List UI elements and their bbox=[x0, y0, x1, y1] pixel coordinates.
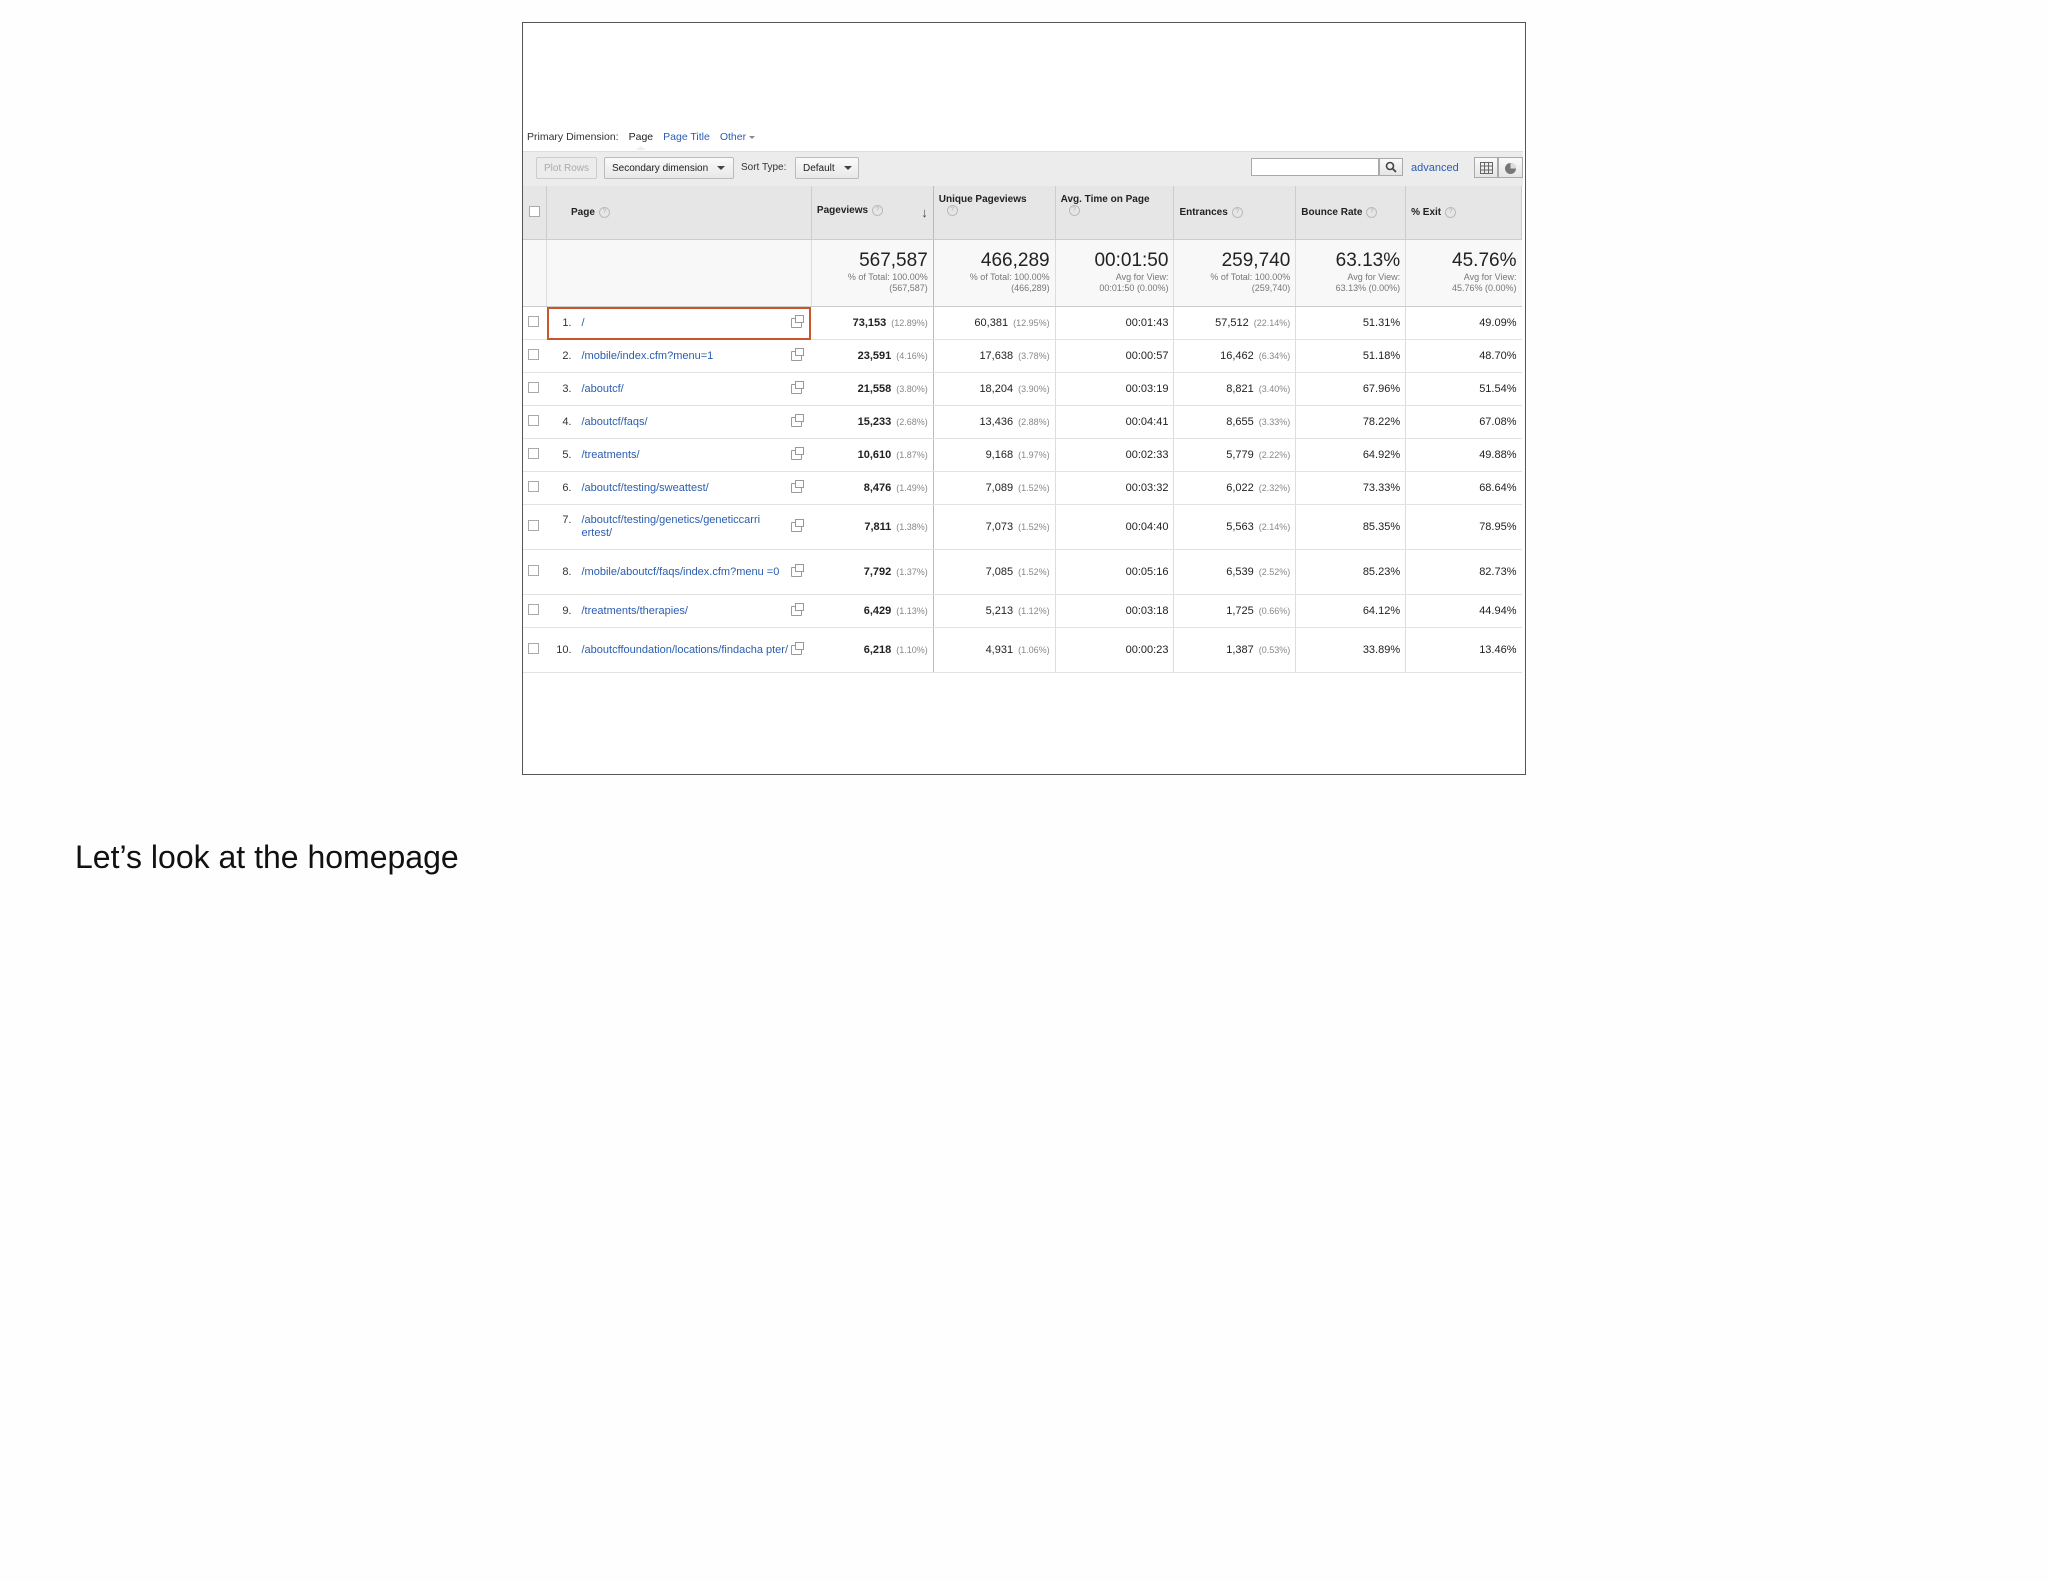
column-header-entrances[interactable] bbox=[1174, 186, 1296, 240]
exit-cell: 82.73% bbox=[1406, 550, 1522, 595]
row-checkbox-cell bbox=[523, 628, 547, 673]
pageviews-value: 6,429 bbox=[863, 605, 892, 617]
entrances-percent: (0.66%) bbox=[1258, 606, 1291, 616]
entrances-percent: (0.53%) bbox=[1258, 645, 1291, 655]
entrances-cell bbox=[1174, 406, 1296, 439]
table-toolbar bbox=[523, 151, 1523, 186]
pageviews-cell bbox=[811, 628, 933, 673]
external-link-icon[interactable] bbox=[791, 417, 802, 427]
unique-pageviews-value: 9,168 bbox=[985, 449, 1014, 461]
bounce-rate-cell: 78.22% bbox=[1296, 406, 1406, 439]
total-sub: 45.76% (0.00%) bbox=[1451, 283, 1517, 293]
total-value: 63.13% bbox=[1335, 250, 1401, 271]
entrances-cell bbox=[1174, 373, 1296, 406]
analytics-screenshot-frame bbox=[522, 22, 1526, 775]
advanced-filter-link[interactable]: advanced bbox=[1411, 162, 1459, 174]
total-sub: % of Total: 100.00% bbox=[969, 272, 1050, 282]
page-cell bbox=[547, 628, 812, 673]
row-checkbox[interactable] bbox=[528, 481, 539, 492]
total-sub: (466,289) bbox=[1011, 283, 1050, 293]
total-pageviews bbox=[811, 240, 933, 307]
row-checkbox[interactable] bbox=[528, 382, 539, 393]
total-value: 45.76% bbox=[1452, 250, 1517, 271]
page-cell bbox=[547, 595, 812, 628]
entrances-value: 8,655 bbox=[1226, 416, 1254, 428]
total-sub: % of Total: 100.00% bbox=[847, 272, 928, 282]
column-header-unique-pageviews[interactable] bbox=[933, 186, 1055, 240]
pie-chart-icon bbox=[1504, 162, 1517, 175]
table-row bbox=[523, 406, 1522, 439]
dimension-other-dropdown[interactable] bbox=[720, 131, 755, 143]
page-link[interactable]: /aboutcf/faqs/ bbox=[581, 415, 648, 428]
unique-pageviews-percent: (1.12%) bbox=[1018, 606, 1050, 616]
bounce-rate-cell: 85.35% bbox=[1296, 505, 1406, 550]
entrances-value: 1,725 bbox=[1226, 605, 1254, 617]
totals-spacer bbox=[523, 240, 547, 307]
entrances-percent: (6.34%) bbox=[1258, 351, 1291, 361]
sort-descending-icon: ↓ bbox=[921, 205, 928, 220]
unique-pageviews-value: 7,089 bbox=[985, 482, 1014, 494]
bounce-rate-cell: 51.18% bbox=[1296, 340, 1406, 373]
select-all-header bbox=[523, 186, 547, 240]
grid-icon bbox=[1480, 162, 1493, 174]
entrances-value: 5,563 bbox=[1226, 521, 1254, 533]
dimension-page-title-link[interactable]: Page Title bbox=[663, 131, 710, 143]
row-index: 1. bbox=[562, 316, 572, 329]
entrances-value: 6,539 bbox=[1226, 566, 1254, 578]
table-row bbox=[523, 439, 1522, 472]
unique-pageviews-cell bbox=[933, 595, 1055, 628]
column-label: Entrances bbox=[1179, 207, 1228, 219]
unique-pageviews-percent: (1.52%) bbox=[1018, 522, 1050, 532]
row-checkbox-cell bbox=[523, 595, 547, 628]
external-link-icon[interactable] bbox=[791, 567, 802, 577]
pageviews-cell bbox=[811, 505, 933, 550]
page-cell bbox=[547, 406, 812, 439]
entrances-value: 5,779 bbox=[1226, 449, 1254, 461]
row-checkbox[interactable] bbox=[528, 415, 539, 426]
entrances-cell bbox=[1174, 439, 1296, 472]
column-label: Bounce Rate bbox=[1301, 207, 1363, 219]
pageviews-cell bbox=[811, 406, 933, 439]
avg-time-cell: 00:02:33 bbox=[1055, 439, 1174, 472]
avg-time-cell: 00:00:57 bbox=[1055, 340, 1174, 373]
row-index: 5. bbox=[562, 448, 572, 461]
row-checkbox-cell bbox=[523, 439, 547, 472]
unique-pageviews-percent: (3.90%) bbox=[1018, 384, 1050, 394]
slide-caption: Let’s look at the homepage bbox=[75, 839, 459, 875]
pageviews-cell bbox=[811, 373, 933, 406]
row-checkbox[interactable] bbox=[528, 349, 539, 360]
row-checkbox[interactable] bbox=[528, 604, 539, 615]
pageviews-cell bbox=[811, 595, 933, 628]
totals-row bbox=[523, 240, 1522, 307]
help-icon[interactable]: ? bbox=[599, 207, 610, 218]
entrances-cell bbox=[1174, 628, 1296, 673]
column-header-avg-time[interactable] bbox=[1055, 186, 1174, 240]
bounce-rate-cell: 33.89% bbox=[1296, 628, 1406, 673]
help-icon[interactable]: ? bbox=[1445, 207, 1456, 218]
row-index: 3. bbox=[562, 382, 572, 395]
table-row bbox=[523, 472, 1522, 505]
row-index: 2. bbox=[562, 349, 572, 362]
entrances-percent: (3.40%) bbox=[1258, 384, 1291, 394]
pageviews-cell bbox=[811, 472, 933, 505]
page-cell bbox=[547, 373, 812, 406]
primary-dimension-bar bbox=[527, 131, 755, 143]
total-sub: (259,740) bbox=[1251, 283, 1291, 293]
row-index: 8. bbox=[562, 565, 572, 578]
external-link-icon[interactable] bbox=[791, 384, 802, 394]
page-link[interactable]: /mobile/index.cfm?menu=1 bbox=[581, 349, 714, 362]
bounce-rate-cell: 67.96% bbox=[1296, 373, 1406, 406]
page-link[interactable]: /aboutcf/ bbox=[581, 382, 624, 395]
secondary-dimension-dropdown[interactable] bbox=[604, 157, 734, 179]
pageviews-value: 8,476 bbox=[863, 482, 892, 494]
dimension-other-link[interactable]: Other bbox=[719, 131, 747, 143]
total-sub: 00:01:50 (0.00%) bbox=[1099, 283, 1169, 293]
dimension-page-current: Page bbox=[628, 131, 654, 143]
column-label: % Exit bbox=[1411, 207, 1442, 219]
entrances-cell bbox=[1174, 307, 1296, 340]
table-row bbox=[523, 505, 1522, 550]
select-all-checkbox[interactable] bbox=[529, 206, 540, 217]
page-link[interactable]: /aboutcffoundation/locations/findacha pter/ bbox=[581, 643, 789, 656]
row-checkbox-cell bbox=[523, 550, 547, 595]
external-link-icon[interactable] bbox=[791, 351, 802, 361]
table-row bbox=[523, 628, 1522, 673]
exit-cell: 49.09% bbox=[1406, 307, 1522, 340]
pageviews-cell bbox=[811, 340, 933, 373]
unique-pageviews-cell bbox=[933, 406, 1055, 439]
unique-pageviews-cell bbox=[933, 472, 1055, 505]
page-link[interactable]: /treatments/ bbox=[581, 448, 640, 461]
primary-dimension-label: Primary Dimension: bbox=[527, 131, 619, 143]
row-index: 6. bbox=[562, 481, 572, 494]
unique-pageviews-value: 4,931 bbox=[985, 644, 1014, 656]
entrances-percent: (2.14%) bbox=[1258, 522, 1291, 532]
table-row bbox=[523, 550, 1522, 595]
exit-cell: 49.88% bbox=[1406, 439, 1522, 472]
plot-rows-button[interactable]: Plot Rows bbox=[536, 157, 597, 179]
unique-pageviews-value: 7,073 bbox=[985, 521, 1014, 533]
row-checkbox[interactable] bbox=[528, 565, 539, 576]
unique-pageviews-value: 7,085 bbox=[985, 566, 1014, 578]
table-row bbox=[523, 340, 1522, 373]
exit-cell: 13.46% bbox=[1406, 628, 1522, 673]
column-label: Pageviews bbox=[816, 205, 869, 217]
page-cell bbox=[547, 340, 812, 373]
total-sub: Avg for View: bbox=[1347, 272, 1401, 282]
avg-time-cell: 00:04:40 bbox=[1055, 505, 1174, 550]
external-link-icon[interactable] bbox=[791, 645, 802, 655]
pageviews-value: 6,218 bbox=[863, 644, 892, 656]
avg-time-cell: 00:04:41 bbox=[1055, 406, 1174, 439]
unique-pageviews-percent: (1.97%) bbox=[1018, 450, 1050, 460]
pageviews-percent: (1.38%) bbox=[896, 522, 928, 532]
pageviews-percent: (12.89%) bbox=[891, 318, 928, 328]
total-entrances bbox=[1174, 240, 1296, 307]
exit-cell: 68.64% bbox=[1406, 472, 1522, 505]
totals-spacer bbox=[547, 240, 812, 307]
bounce-rate-cell: 51.31% bbox=[1296, 307, 1406, 340]
entrances-cell bbox=[1174, 340, 1296, 373]
pie-view-button[interactable] bbox=[1498, 157, 1523, 178]
entrances-percent: (22.14%) bbox=[1253, 318, 1291, 328]
total-sub: (567,587) bbox=[889, 283, 928, 293]
pageviews-cell bbox=[811, 550, 933, 595]
external-link-icon[interactable] bbox=[791, 522, 802, 532]
column-header-page[interactable] bbox=[547, 186, 812, 240]
bounce-rate-cell: 64.12% bbox=[1296, 595, 1406, 628]
table-view-button[interactable] bbox=[1474, 157, 1498, 178]
help-icon[interactable]: ? bbox=[947, 205, 958, 216]
unique-pageviews-percent: (3.78%) bbox=[1018, 351, 1050, 361]
bounce-rate-cell: 85.23% bbox=[1296, 550, 1406, 595]
unique-pageviews-cell bbox=[933, 340, 1055, 373]
sort-type-label: Sort Type: bbox=[741, 162, 787, 173]
unique-pageviews-value: 5,213 bbox=[985, 605, 1014, 617]
row-checkbox-cell bbox=[523, 406, 547, 439]
exit-cell: 78.95% bbox=[1406, 505, 1522, 550]
row-checkbox-cell bbox=[523, 472, 547, 505]
search-icon bbox=[1385, 161, 1397, 173]
page-cell bbox=[547, 550, 812, 595]
bounce-rate-cell: 64.92% bbox=[1296, 439, 1406, 472]
row-index: 10. bbox=[556, 643, 572, 656]
external-link-icon[interactable] bbox=[791, 483, 802, 493]
total-value: 00:01:50 bbox=[1094, 250, 1169, 271]
help-icon[interactable]: ? bbox=[1366, 207, 1377, 218]
sort-type-dropdown[interactable] bbox=[795, 157, 859, 179]
page-link[interactable]: /aboutcf/testing/sweattest/ bbox=[581, 481, 709, 494]
total-unique-pageviews bbox=[933, 240, 1055, 307]
pageviews-value: 7,811 bbox=[864, 521, 892, 533]
bounce-rate-cell: 73.33% bbox=[1296, 472, 1406, 505]
total-avg-time bbox=[1055, 240, 1174, 307]
entrances-cell bbox=[1174, 505, 1296, 550]
total-sub: % of Total: 100.00% bbox=[1210, 272, 1291, 282]
table-row bbox=[523, 373, 1522, 406]
avg-time-cell: 00:03:18 bbox=[1055, 595, 1174, 628]
search-button[interactable] bbox=[1379, 158, 1403, 176]
avg-time-cell: 00:01:43 bbox=[1055, 307, 1174, 340]
entrances-cell bbox=[1174, 472, 1296, 505]
help-icon[interactable]: ? bbox=[1232, 207, 1243, 218]
table-row bbox=[523, 595, 1522, 628]
avg-time-cell: 00:05:16 bbox=[1055, 550, 1174, 595]
unique-pageviews-cell bbox=[933, 628, 1055, 673]
total-sub: Avg for View: bbox=[1463, 272, 1517, 282]
column-label: Unique Pageviews bbox=[938, 194, 1027, 205]
entrances-value: 8,821 bbox=[1226, 383, 1254, 395]
entrances-value: 1,387 bbox=[1226, 644, 1254, 656]
row-checkbox-cell bbox=[523, 373, 547, 406]
pageviews-percent: (1.13%) bbox=[896, 606, 928, 616]
pageviews-percent: (3.80%) bbox=[896, 384, 928, 394]
row-checkbox[interactable] bbox=[528, 316, 539, 327]
pageviews-percent: (1.37%) bbox=[896, 567, 928, 577]
exit-cell: 48.70% bbox=[1406, 340, 1522, 373]
unique-pageviews-cell bbox=[933, 307, 1055, 340]
total-exit bbox=[1406, 240, 1522, 307]
entrances-percent: (2.52%) bbox=[1258, 567, 1291, 577]
page-cell bbox=[547, 472, 812, 505]
exit-cell: 44.94% bbox=[1406, 595, 1522, 628]
page-link[interactable]: /treatments/therapies/ bbox=[581, 604, 688, 617]
pageviews-percent: (1.87%) bbox=[896, 450, 928, 460]
external-link-icon[interactable] bbox=[791, 450, 802, 460]
unique-pageviews-cell bbox=[933, 550, 1055, 595]
total-value: 466,289 bbox=[980, 250, 1050, 271]
unique-pageviews-percent: (1.52%) bbox=[1018, 483, 1050, 493]
exit-cell: 51.54% bbox=[1406, 373, 1522, 406]
avg-time-cell: 00:03:32 bbox=[1055, 472, 1174, 505]
unique-pageviews-cell bbox=[933, 373, 1055, 406]
total-value: 567,587 bbox=[859, 250, 928, 271]
help-icon[interactable]: ? bbox=[1069, 205, 1080, 216]
unique-pageviews-percent: (12.95%) bbox=[1013, 318, 1050, 328]
pageviews-value: 15,233 bbox=[857, 416, 892, 428]
pageviews-cell bbox=[811, 307, 933, 340]
unique-pageviews-percent: (1.06%) bbox=[1018, 645, 1050, 655]
chevron-down-icon bbox=[717, 166, 725, 170]
column-label: Page bbox=[571, 207, 595, 219]
row-checkbox-cell bbox=[523, 307, 547, 340]
table-header-row bbox=[523, 186, 1522, 240]
pageviews-value: 73,153 bbox=[852, 317, 887, 329]
pageviews-value: 7,792 bbox=[863, 566, 892, 578]
secondary-dimension-label: Secondary dimension bbox=[612, 163, 709, 174]
page-cell bbox=[547, 439, 812, 472]
entrances-percent: (2.32%) bbox=[1258, 483, 1291, 493]
chevron-down-icon bbox=[749, 136, 755, 139]
external-link-icon[interactable] bbox=[791, 606, 802, 616]
column-header-exit[interactable] bbox=[1406, 186, 1522, 240]
row-index: 4. bbox=[562, 415, 572, 428]
page-cell bbox=[547, 307, 812, 340]
chevron-down-icon bbox=[844, 166, 852, 170]
exit-cell: 67.08% bbox=[1406, 406, 1522, 439]
column-header-pageviews[interactable] bbox=[811, 186, 933, 240]
row-checkbox-cell bbox=[523, 340, 547, 373]
sort-type-value: Default bbox=[803, 163, 835, 174]
pageviews-value: 21,558 bbox=[857, 383, 892, 395]
row-checkbox[interactable] bbox=[528, 643, 539, 654]
unique-pageviews-cell bbox=[933, 439, 1055, 472]
help-icon[interactable]: ? bbox=[872, 205, 883, 216]
row-checkbox[interactable] bbox=[528, 520, 539, 531]
avg-time-cell: 00:03:19 bbox=[1055, 373, 1174, 406]
table-search-input[interactable] bbox=[1251, 158, 1379, 176]
pageviews-percent: (4.16%) bbox=[896, 351, 928, 361]
unique-pageviews-cell bbox=[933, 505, 1055, 550]
row-checkbox[interactable] bbox=[528, 448, 539, 459]
entrances-cell bbox=[1174, 595, 1296, 628]
total-sub: Avg for View: bbox=[1115, 272, 1169, 282]
row-index: 9. bbox=[562, 604, 572, 617]
total-sub: 63.13% (0.00%) bbox=[1335, 283, 1401, 293]
pageviews-percent: (2.68%) bbox=[896, 417, 928, 427]
column-header-bounce-rate[interactable] bbox=[1296, 186, 1406, 240]
pageviews-percent: (1.49%) bbox=[896, 483, 928, 493]
report-table bbox=[523, 186, 1522, 673]
page-link[interactable]: /mobile/aboutcf/faqs/index.cfm?menu =0 bbox=[581, 565, 780, 578]
page-cell bbox=[547, 505, 812, 550]
unique-pageviews-value: 60,381 bbox=[974, 317, 1009, 329]
entrances-value: 16,462 bbox=[1220, 350, 1254, 362]
column-label: Avg. Time on Page bbox=[1060, 194, 1150, 205]
pageviews-percent: (1.10%) bbox=[896, 645, 928, 655]
entrances-percent: (2.22%) bbox=[1258, 450, 1291, 460]
external-link-icon[interactable] bbox=[791, 318, 802, 328]
pageviews-cell bbox=[811, 439, 933, 472]
row-index: 7. bbox=[562, 514, 572, 526]
entrances-value: 6,022 bbox=[1226, 482, 1254, 494]
pageviews-value: 10,610 bbox=[857, 449, 892, 461]
entrances-value: 57,512 bbox=[1215, 317, 1249, 329]
page-link[interactable]: / bbox=[581, 316, 585, 329]
page-link[interactable]: /aboutcf/testing/genetics/geneticcarri ertest/ bbox=[581, 514, 761, 539]
row-checkbox-cell bbox=[523, 505, 547, 550]
pageviews-value: 23,591 bbox=[857, 350, 892, 362]
unique-pageviews-value: 13,436 bbox=[979, 416, 1014, 428]
unique-pageviews-percent: (1.52%) bbox=[1018, 567, 1050, 577]
total-value: 259,740 bbox=[1221, 250, 1291, 271]
unique-pageviews-value: 18,204 bbox=[979, 383, 1014, 395]
unique-pageviews-percent: (2.88%) bbox=[1018, 417, 1050, 427]
avg-time-cell: 00:00:23 bbox=[1055, 628, 1174, 673]
unique-pageviews-value: 17,638 bbox=[979, 350, 1014, 362]
table-row bbox=[523, 307, 1522, 340]
entrances-cell bbox=[1174, 550, 1296, 595]
total-bounce-rate bbox=[1296, 240, 1406, 307]
entrances-percent: (3.33%) bbox=[1258, 417, 1291, 427]
